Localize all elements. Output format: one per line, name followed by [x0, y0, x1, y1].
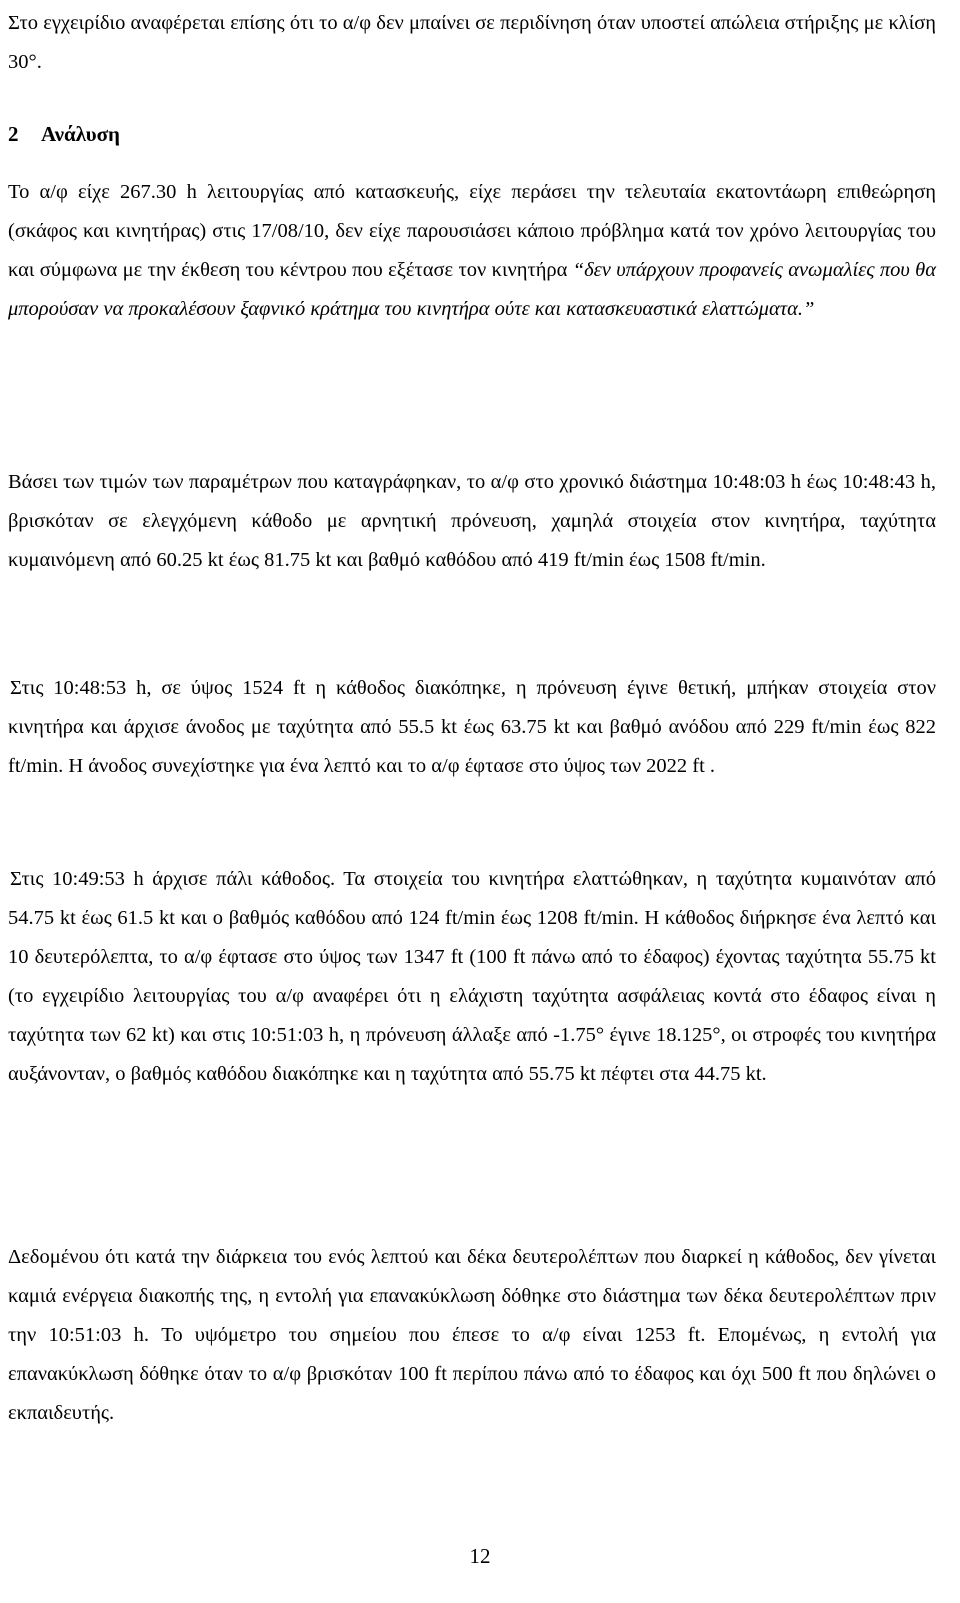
- section-heading: [8, 115, 120, 154]
- engine-report-quote: “δεν υπάρχουν προφανείς ανωμαλίες που θα μπορούσαν να προκαλέσουν ξαφνικό κράτημα του κινητήρα ούτε και κατασκευαστικά ελαττώματα.”: [8, 259, 937, 320]
- paragraph-intro: Στο εγχειρίδιο αναφέρεται επίσης ότι το α/φ δεν μπαίνει σε περιδίνηση όταν υποστεί απώλεια στήριξης με κλίση 30°.: [8, 12, 936, 73]
- paragraph-climb: Στις 10:48:53 h, σε ύψος 1524 ft η κάθοδος διακόπηκε, η πρόνευση έγινε θετική, μπήκαν στοιχεία στον κινητήρα και άρχισε άνοδος με ταχύτητα από 55.5 kt έως 63.75 kt και βαθμό ανόδου από 229 ft/min έως 822 ft/min. Η άνοδος συνεχίστηκε για ένα λεπτό και το α/φ έφτασε στο ύψος των 2022 ft .: [8, 677, 936, 777]
- paragraph-descent-parameters: Βάσει των τιμών των παραμέτρων που καταγράφηκαν, το α/φ στο χρονικό διάστημα 10:48:03 h έως 10:48:43 h, βρισκόταν σε ελεγχόμενη κάθοδο με αρνητική πρόνευση, χαμηλά στοιχεία στον κινητήρα, ταχύτητα κυμαινόμενη από 60.25 kt έως 81.75 kt και βαθμό καθόδου από 419 ft/min έως 1508 ft/min.: [8, 471, 936, 571]
- page-number: 12: [469, 1544, 491, 1568]
- paragraph-go-around: Δεδομένου ότι κατά την διάρκεια του ενός λεπτού και δέκα δευτερολέπτων που διαρκεί η κάθοδος, δεν γίνεται καμιά ενέργεια διακοπής της, η εντολή για επανακύκλωση δόθηκε στο διάστημα των δέκα δευτερολέπτων πριν την 10:51:03 h. Το υψόμετρο του σημείου που έπεσε το α/φ είναι 1253 ft. Επομένως, η εντολή για επανακύκλωση δόθηκε όταν το α/φ βρισκόταν 100 ft περίπου πάνω από το έδαφος και όχι 500 ft που δηλώνει ο εκπαιδευτής.: [8, 1246, 936, 1424]
- paragraph-second-descent: Στις 10:49:53 h άρχισε πάλι κάθοδος. Τα στοιχεία του κινητήρα ελαττώθηκαν, η ταχύτητα κυμαινόταν από 54.75 kt έως 61.5 kt και ο βαθμός καθόδου από 124 ft/min έως 1208 ft/min. Η κάθοδος διήρκησε ένα λεπτό και 10 δευτερόλεπτα, το α/φ έφτασε στο ύψος των 1347 ft (100 ft πάνω από το έδαφος) έχοντας ταχύτητα 55.75 kt (το εγχειρίδιο λειτουργίας του α/φ αναφέρει ότι η ελάχιστη ταχύτητα ασφάλειας κοντά στο έδαφος είναι η ταχύτητα των 62 kt) και στις 10:51:03 h, η πρόνευση άλλαξε από -1.75° έγινε 18.125°, οι στροφές του κινητήρα αυξάνονταν, ο βαθμός καθόδου διακόπηκε και η ταχύτητα από 55.75 kt πέφτει στα 44.75 kt.: [8, 868, 936, 1085]
- paragraph-aircraft-history: [8, 173, 936, 329]
- section-title: Ανάλυση: [41, 122, 120, 146]
- paragraph-aircraft-history-text: Το α/φ είχε 267.30 h λειτουργίας από κατασκευής, είχε περάσει την τελευταία εκατοντάωρη επιθεώρηση (σκάφος και κινητήρας) στις 17/08/10, δεν είχε παρουσιάσει κάποιο πρόβλημα κατά τον χρόνο λειτουργίας του και σύμφωνα με την έκθεση του κέντρου που εξέτασε τον κινητήρα: [8, 181, 936, 281]
- section-number: 2: [8, 122, 19, 146]
